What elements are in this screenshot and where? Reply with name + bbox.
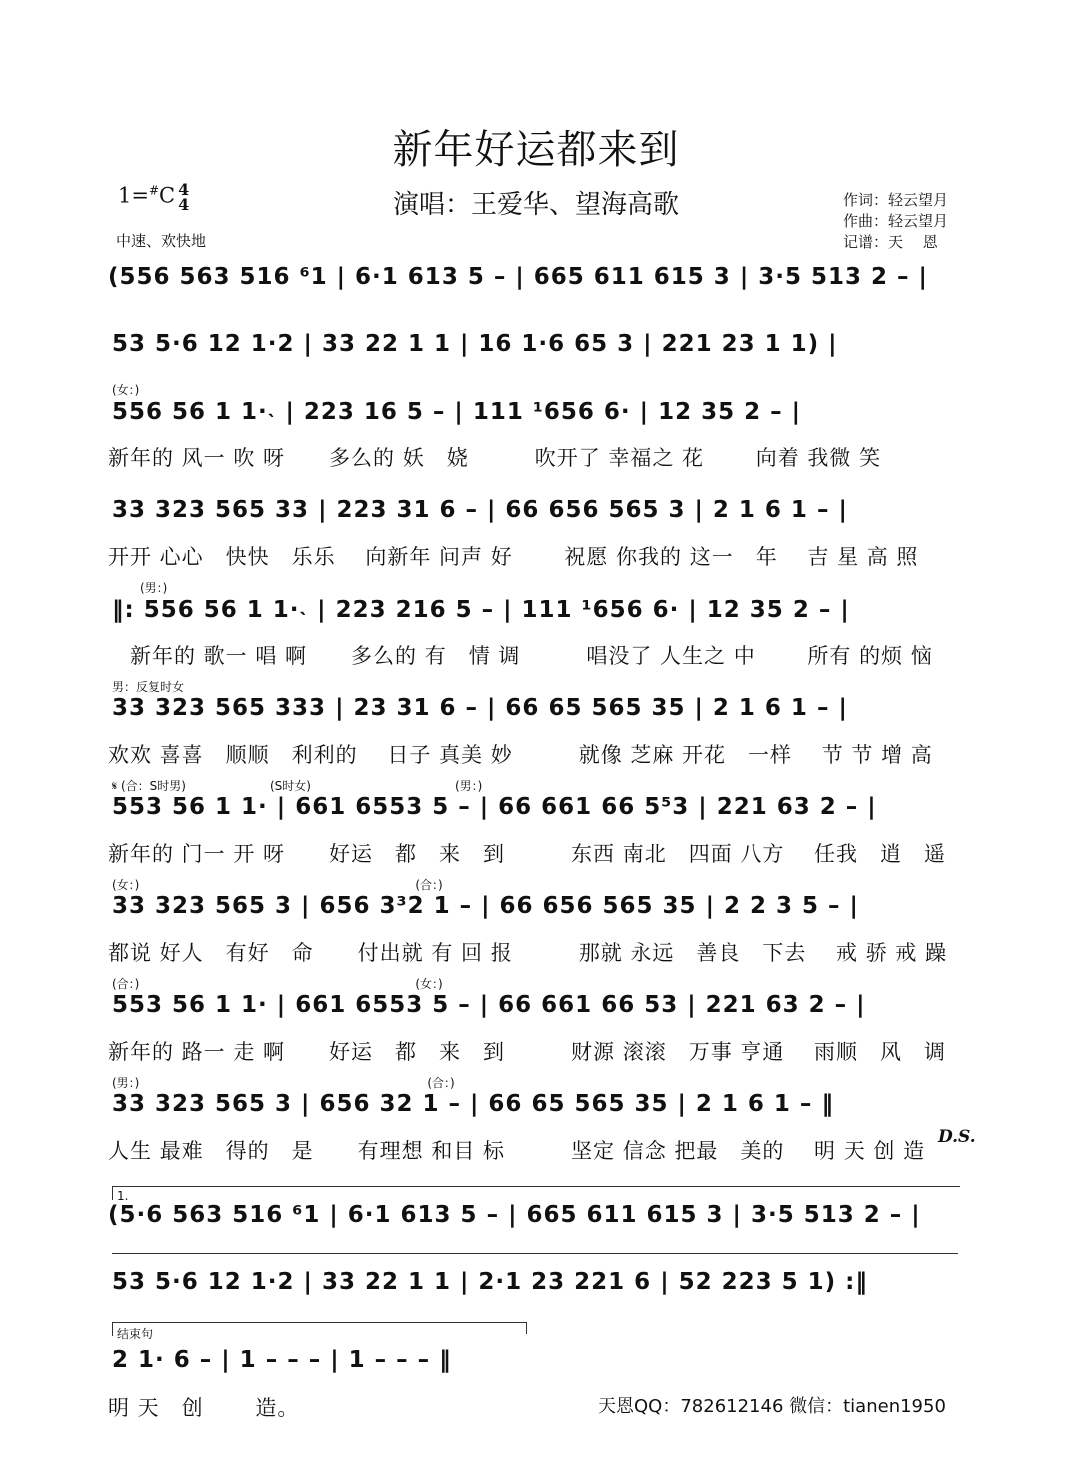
- ending-marking: 结束句: [117, 1327, 154, 1341]
- notation-row: 553 56 1 1· | 661 6553 5 – | 66 661 66 5⁵3 | 221 63 2 – |: [112, 794, 877, 820]
- part-marking: (女：) (合：): [112, 878, 443, 892]
- lyrics-row: 新年的 风一 吹 呀 多么的 妖 娆 吹开了 幸福之 花 向着 我微 笑: [108, 446, 882, 470]
- time-signature: [178, 182, 189, 212]
- notation-row: 556 56 1 1·˴ | 223 16 5 – | 111 ¹656 6· | 12 35 2 – |: [112, 399, 802, 425]
- lyrics-row: 都说 好人 有好 命 付出就 有 回 报 那就 永远 善良 下去 戒 骄 戒 躁: [108, 941, 948, 965]
- part-marking: 男：反复时女: [112, 680, 185, 694]
- volta-bracket-line-continued: [112, 1253, 958, 1254]
- volta-bracket-line: [112, 1186, 960, 1187]
- lyrics-row: 欢欢 喜喜 顺顺 利利的 日子 真美 妙 就像 芝麻 开花 一样 节 节 增 高: [108, 743, 933, 767]
- notation-row: ‖: 556 56 1 1·˴ | 223 216 5 – | 111 ¹656 6· | 12 35 2 – |: [112, 597, 850, 623]
- notation-row: (556 563 516 ⁶1 | 6·1 613 5 – | 665 611 615 3 | 3·5 513 2 – |: [108, 264, 928, 290]
- time-signature-top: 4: [178, 180, 190, 199]
- ending-bracket-line: [112, 1322, 526, 1323]
- notation-row: 53 5·6 12 1·2 | 33 22 1 1 | 16 1·6 65 3 | 221 23 1 1) |: [112, 331, 838, 357]
- ds-marking: D.S.: [938, 1127, 976, 1147]
- ending-bracket-left: [112, 1322, 113, 1336]
- contact-footer: 天恩QQ：782612146 微信：tianen1950: [598, 1396, 946, 1417]
- part-marking: (男：) (合：): [112, 1076, 455, 1090]
- lyrics-row: 新年的 路一 走 啊 好运 都 来 到 财源 滚滚 万事 亨通 雨顺 风 调: [108, 1040, 947, 1064]
- notation-row: 553 56 1 1· | 661 6553 5 – | 66 661 66 53 | 221 63 2 – |: [112, 992, 866, 1018]
- lyricist-credit: 作词：轻云望月: [843, 191, 949, 209]
- part-marking: (合：) (女：): [112, 977, 443, 991]
- notation-row: 33 323 565 333 | 23 31 6 – | 66 65 565 35 | 2 1 6 1 – |: [112, 695, 848, 721]
- key-note: C: [159, 183, 176, 208]
- singer-credit: 演唱：王爱华、望海高歌: [392, 190, 679, 220]
- notation-row: 33 323 565 3 | 656 3³2 1 – | 66 656 565 35 | 2 2 3 5 – |: [112, 893, 859, 919]
- key-signature: [118, 182, 189, 212]
- notation-row: 2 1· 6 – | 1 – – – | 1 – – – ‖: [112, 1347, 452, 1373]
- part-marking: (男：): [140, 581, 168, 595]
- part-marking: 𝄋 (合：S时男) (S时女) (男：): [112, 779, 483, 793]
- lyrics-row: 新年的 歌一 唱 啊 多么的 有 情 调 唱没了 人生之 中 所有 的烦 恼: [108, 644, 933, 668]
- lyrics-row: 明 天 创 造。: [108, 1396, 300, 1420]
- composer-credit: 作曲：轻云望月: [843, 212, 949, 230]
- ending-bracket-right: [526, 1322, 527, 1334]
- song-title: 新年好运都来到: [392, 127, 680, 173]
- lyrics-row: 新年的 门一 开 呀 好运 都 来 到 东西 南北 四面 八方 任我 逍 遥: [108, 842, 947, 866]
- lyrics-row: 人生 最难 得的 是 有理想 和目 标 坚定 信念 把最 美的 明 天 创 造: [108, 1139, 926, 1163]
- part-marking: (女：): [112, 383, 140, 397]
- key-prefix: 1=: [118, 183, 149, 208]
- transcriber-credit: 记谱：天 恩: [843, 233, 938, 251]
- volta-number: 1.: [117, 1189, 129, 1203]
- lyrics-row: 开开 心心 快快 乐乐 向新年 问声 好 祝愿 你我的 这一 年 吉 星 高 照: [108, 545, 919, 569]
- notation-row: 33 323 565 33 | 223 31 6 – | 66 656 565 3 | 2 1 6 1 – |: [112, 497, 848, 523]
- notation-row: 53 5·6 12 1·2 | 33 22 1 1 | 2·1 23 221 6 | 52 223 5 1) :‖: [112, 1269, 868, 1295]
- notation-row: 33 323 565 3 | 656 32 1 – | 66 65 565 35 | 2 1 6 1 – ‖: [112, 1091, 834, 1117]
- volta-bracket-left: [112, 1186, 113, 1200]
- sharp-sign: #: [148, 183, 160, 198]
- time-signature-bottom: 4: [178, 195, 190, 214]
- tempo-marking: 中速、欢快地: [116, 232, 207, 250]
- notation-row: (5·6 563 516 ⁶1 | 6·1 613 5 – | 665 611 615 3 | 3·5 513 2 – |: [108, 1202, 921, 1228]
